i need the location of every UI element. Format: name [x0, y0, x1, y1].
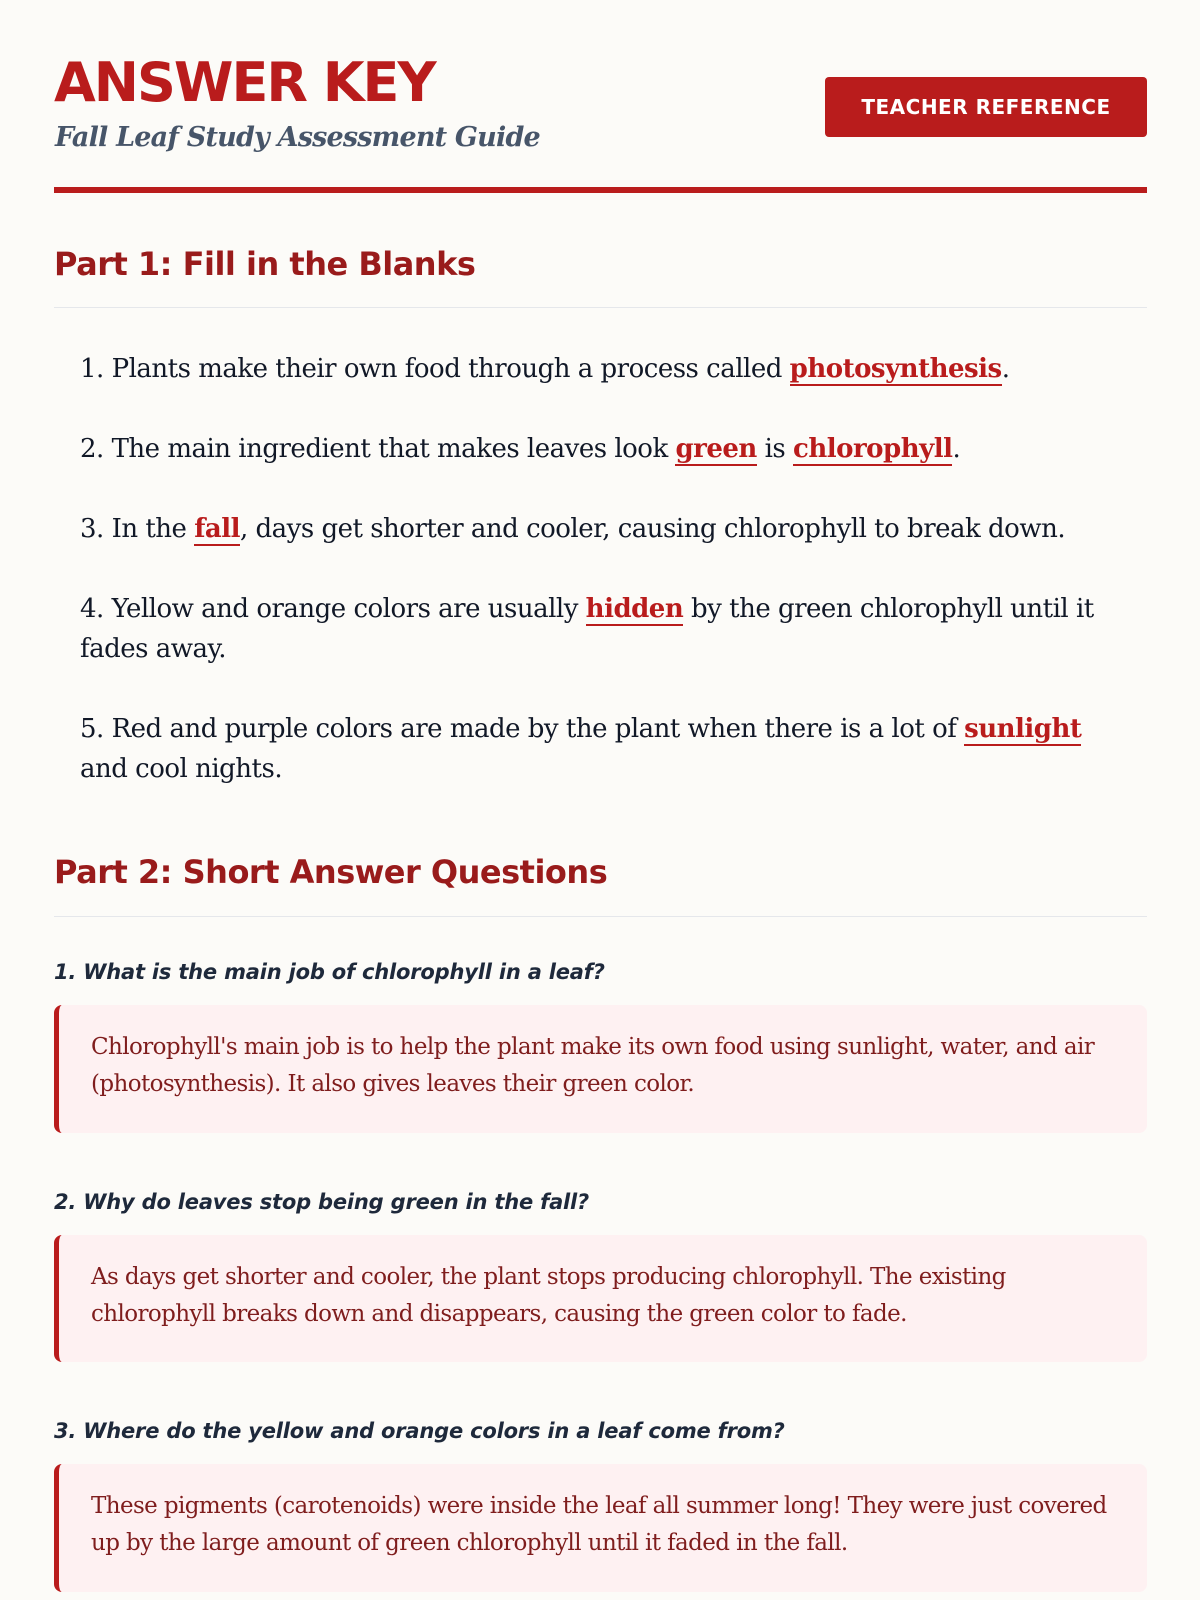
- fill-item-3: [80, 509, 1120, 549]
- short-answer-question-1: 1. What is the main job of chlorophyll in a leaf?: [54, 960, 605, 984]
- short-answer-3: These pigments (carotenoids) were inside the leaf all summer long! They were just covered up by the large amount of green chlorophyll until it faded in the fall.: [54, 1464, 1147, 1592]
- item-text: In the: [111, 514, 195, 544]
- item-text-end: by the green chlorophyll until it fades away.: [80, 594, 1094, 664]
- answer-blank: hidden: [585, 594, 684, 624]
- item-text-middle: is: [756, 434, 794, 464]
- item-number: 5.: [80, 714, 104, 744]
- fill-item-1: [80, 349, 1120, 389]
- page-subtitle: Fall Leaf Study Assessment Guide: [55, 122, 540, 153]
- item-text-end: .: [1001, 354, 1010, 384]
- item-text-end: , days get shorter and cooler, causing chlorophyll to break down.: [240, 514, 1066, 544]
- answer-blank: chlorophyll: [793, 434, 953, 464]
- item-number: 4.: [80, 594, 104, 624]
- part1-heading: Part 1: Fill in the Blanks: [54, 245, 1147, 308]
- item-text: Yellow and orange colors are usually: [111, 594, 586, 624]
- short-answer-question-2: 2. Why do leaves stop being green in the fall?: [54, 1190, 590, 1214]
- short-answer-question-3: 3. Where do the yellow and orange colors in a leaf come from?: [54, 1419, 785, 1443]
- item-text-end: .: [952, 434, 961, 464]
- item-number: 3.: [80, 514, 104, 544]
- answer-blank: photosynthesis: [789, 354, 1002, 384]
- answer-blank: sunlight: [964, 714, 1082, 744]
- page-header: [54, 52, 1147, 193]
- short-answer-2: As days get shorter and cooler, the plant stops producing chlorophyll. The existing chlorophyll breaks down and disappears, causing the green color to fade.: [54, 1235, 1147, 1362]
- item-text-end: and cool nights.: [80, 754, 283, 784]
- item-text: The main ingredient that makes leaves look: [111, 434, 676, 464]
- item-number: 1.: [80, 354, 104, 384]
- teacher-reference-badge: TEACHER REFERENCE: [825, 77, 1147, 137]
- answer-blank: green: [675, 434, 757, 464]
- item-number: 2.: [80, 434, 104, 464]
- item-text: Red and purple colors are made by the plant when there is a lot of: [111, 714, 965, 744]
- page-title: ANSWER KEY: [54, 51, 435, 114]
- fill-item-4: [80, 589, 1120, 669]
- fill-item-2: [80, 429, 1120, 469]
- short-answer-1: Chlorophyll's main job is to help the plant make its own food using sunlight, water, and air (photosynthesis). It also gives leaves their green color.: [54, 1005, 1147, 1133]
- part2-heading: Part 2: Short Answer Questions: [54, 853, 1147, 917]
- fill-item-5: [80, 709, 1120, 789]
- answer-blank: fall: [194, 514, 240, 544]
- item-text: Plants make their own food through a process called: [111, 354, 790, 384]
